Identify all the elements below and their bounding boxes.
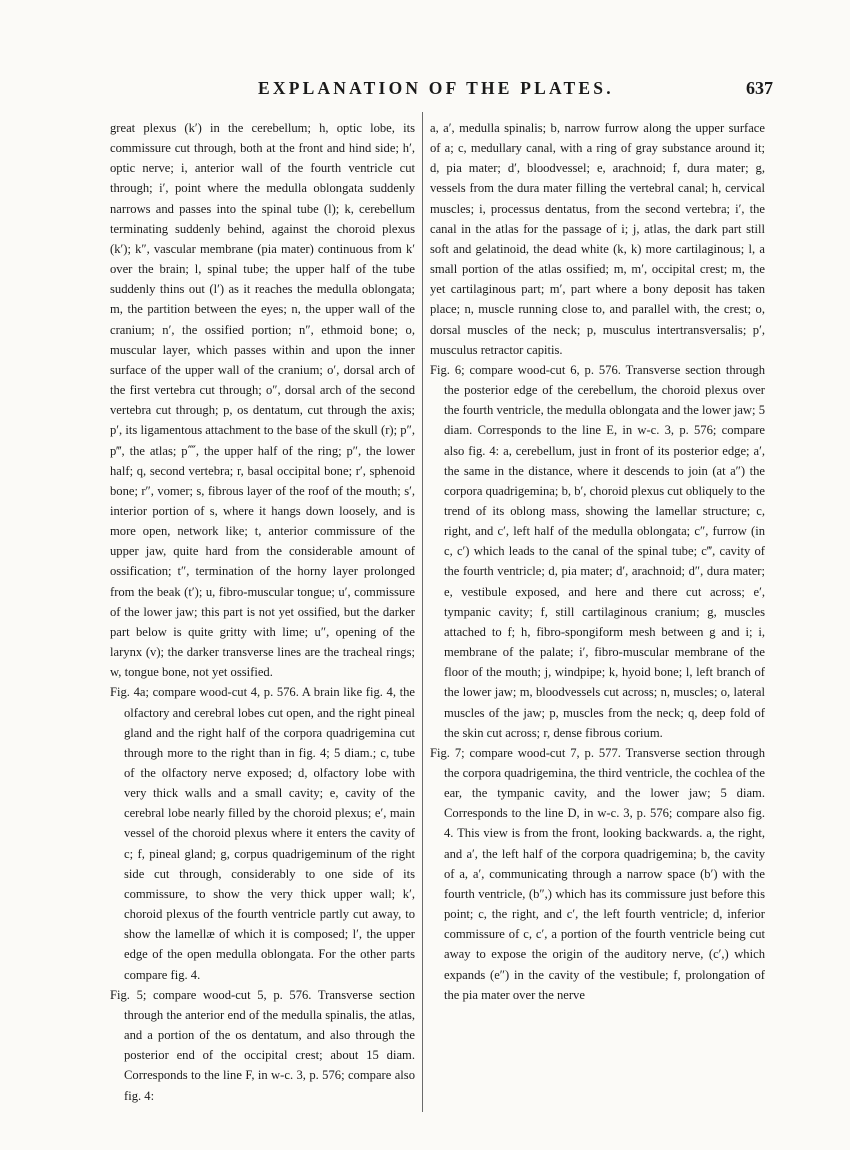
right-column bbox=[430, 118, 765, 1005]
left-column bbox=[110, 118, 415, 1106]
continued-paragraph: great plexus (k′) in the cerebellum; h, optic lobe, its commissure cut through, both at the front and hind side; h′, optic nerve; i, anterior wall of the fourth ventricle cut through; i′, point where the medulla oblongata suddenly narrows and passes into the spinal tube (l); k, cerebellum terminating suddenly behind, against the choroid plexus (k′); k″, vascular membrane (pia mater) continuous from k′ over the brain; l, spinal tube; the upper half of the tube suddenly thins out (l′) as it reaches the medulla oblongata; m, the partition between the eyes; n, the upper wall of the cranium; n′, the ossified portion; n″, ethmoid bone; o, muscular layer, which passes within and upon the inner surface of the upper wall of the cranium; o′, dorsal arch of the first vertebra cut through; o″, dorsal arch of the second vertebra cut through; p, os dentatum, cut through the axis; p′, its ligamentous attachment to the base of the skull (r); p″, p‴, the atlas; p⁗, the upper half of the ring; p″, the lower half; q, second vertebra; r, basal occipital bone; r′, sphenoid bone; r″, vomer; s, fibrous layer of the roof of the mouth; s′, interior portion of s, where it hangs down loosely, and is more open, network like; t, anterior commissure of the upper jaw, quite hard from the considerable amount of ossification; t″, termination of the horny layer prolonged from the beak (t′); u, fibro-muscular tongue; u′, commissure of the lower jaw; this part is not yet ossified, but the darker part below is quite gritty with lime; u″, opening of the larynx (v); the darker transverse lines are the tracheal rings; w, tongue bone, not yet ossified. bbox=[110, 121, 415, 680]
column-divider bbox=[422, 112, 423, 1112]
fig-5-continued: a, a′, medulla spinalis; b, narrow furrow along the upper surface of a; c, medullary canal, with a ring of gray substance around it; d, pia mater; d′, bloodvessel; e, arachnoid; f, dura mater; g, vessels from the dura mater filling the vertebral canal; h, cervical muscles; i, processus dentatus, from the second vertebra; i′, the canal in the atlas for the passage of i; j, atlas, the dark part still soft and gelatinoid, the dead white (k, k) more cartilaginous; l, a small portion of the atlas ossified; m, m′, occipital crest; m, the yet cartilaginous part; m′, part where a bony deposit has taken place; n, muscle running close to, and parallel with, the crest; o, dorsal muscles of the neck; p, musculus intertransversalis; p′, musculus retractor capitis. bbox=[430, 121, 765, 357]
fig-4a-caption: Fig. 4a; compare wood-cut 4, p. 576. A brain like fig. 4, the olfactory and cerebral lobes cut open, and the right pineal gland and the right half of the corpora quadrigemina cut through more to the right than in fig. 4; 5 diam.; c, tube of the olfactory nerve exposed; d, olfactory lobe with very thick walls and a small cavity; e, cavity of the cerebral lobe nearly filled by the choroid plexus; e′, main vessel of the choroid plexus where it enters the cavity of c; f, pineal gland; g, corpus quadrigeminum of the right side cut through, considerably to one side of its commissure, to show the very thick upper wall; k′, choroid plexus of the fourth ventricle partly cut away, to show the lamellæ of which it is composed; l′, the upper edge of the open medulla oblongata. For the other parts compare fig. 4. bbox=[110, 685, 415, 982]
page-header bbox=[88, 78, 773, 102]
fig-7-caption: Fig. 7; compare wood-cut 7, p. 577. Transverse section through the corpora quadrigemina, the third ventricle, the cochlea of the ear, the tympanic cavity, and the lower jaw; 5 diam. Corresponds to the line D, in w-c. 3, p. 576; compare also fig. 4. This view is from the front, looking backwards. a, the right, and a′, the left half of the corpora quadrigemina; b, the cavity of a, a′, communicating through a narrow space (b′) with the fourth ventricle, (b″,) which has its commissure just before this point; c, the right, and c′, the left fourth ventricle; d, inferior commissure of c, c′, a portion of the fourth ventricle being cut away to expose the origin of the auditory nerve, (c′,) which expands (e″) in the cavity of the vestibule; f, prolongation of the pia mater over the nerve bbox=[430, 745, 765, 1002]
fig-6-caption: Fig. 6; compare wood-cut 6, p. 576. Transverse section through the posterior edge of the cerebellum, the choroid plexus over the fourth ventricle, the medulla oblongata and the lower jaw; 5 diam. Corresponds to the line E, in w-c. 3, p. 576; compare also fig. 4: a, cerebellum, just in front of its posterior edge; a′, the same in the distance, where it descends to join (at a″) the corpora quadrigemina; b, b′, choroid plexus cut obliquely to the trend of its oblong mass, showing the lamellar structure; c, right, and c′, left half of the medulla oblongata; c″, furrow (in c, c′) which leads to the canal of the spinal tube; c‴, cavity of the fourth ventricle; d, pia mater; d′, arachnoid; d″, dura mater; e, vestibule exposed, and here and there cut across; e′, tympanic cavity; f, still cartilaginous cranium; g, muscles attached to f; h, fibro-spongiform mesh between g and i; i, membrane of the palate; i′, fibro-muscular membrane of the floor of the mouth; j, windpipe; k, hyoid bone; l, left branch of the lower jaw; m, bloodvessels cut across; n, muscles; o, lateral muscles of the jaw; p, muscles from the neck; q, deep fold of the skin cut across; r, dense fibrous corium. bbox=[430, 362, 765, 740]
fig-5-caption: Fig. 5; compare wood-cut 5, p. 576. Transverse section through the anterior end of the medulla spinalis, the atlas, and a portion of the os dentatum, and also through the posterior end of the occipital crest; about 15 diam. Corresponds to the line F, in w-c. 3, p. 576; compare also fig. 4: bbox=[110, 987, 415, 1103]
page-number: 637 bbox=[746, 78, 773, 98]
running-title: EXPLANATION OF THE PLATES. bbox=[258, 78, 614, 98]
